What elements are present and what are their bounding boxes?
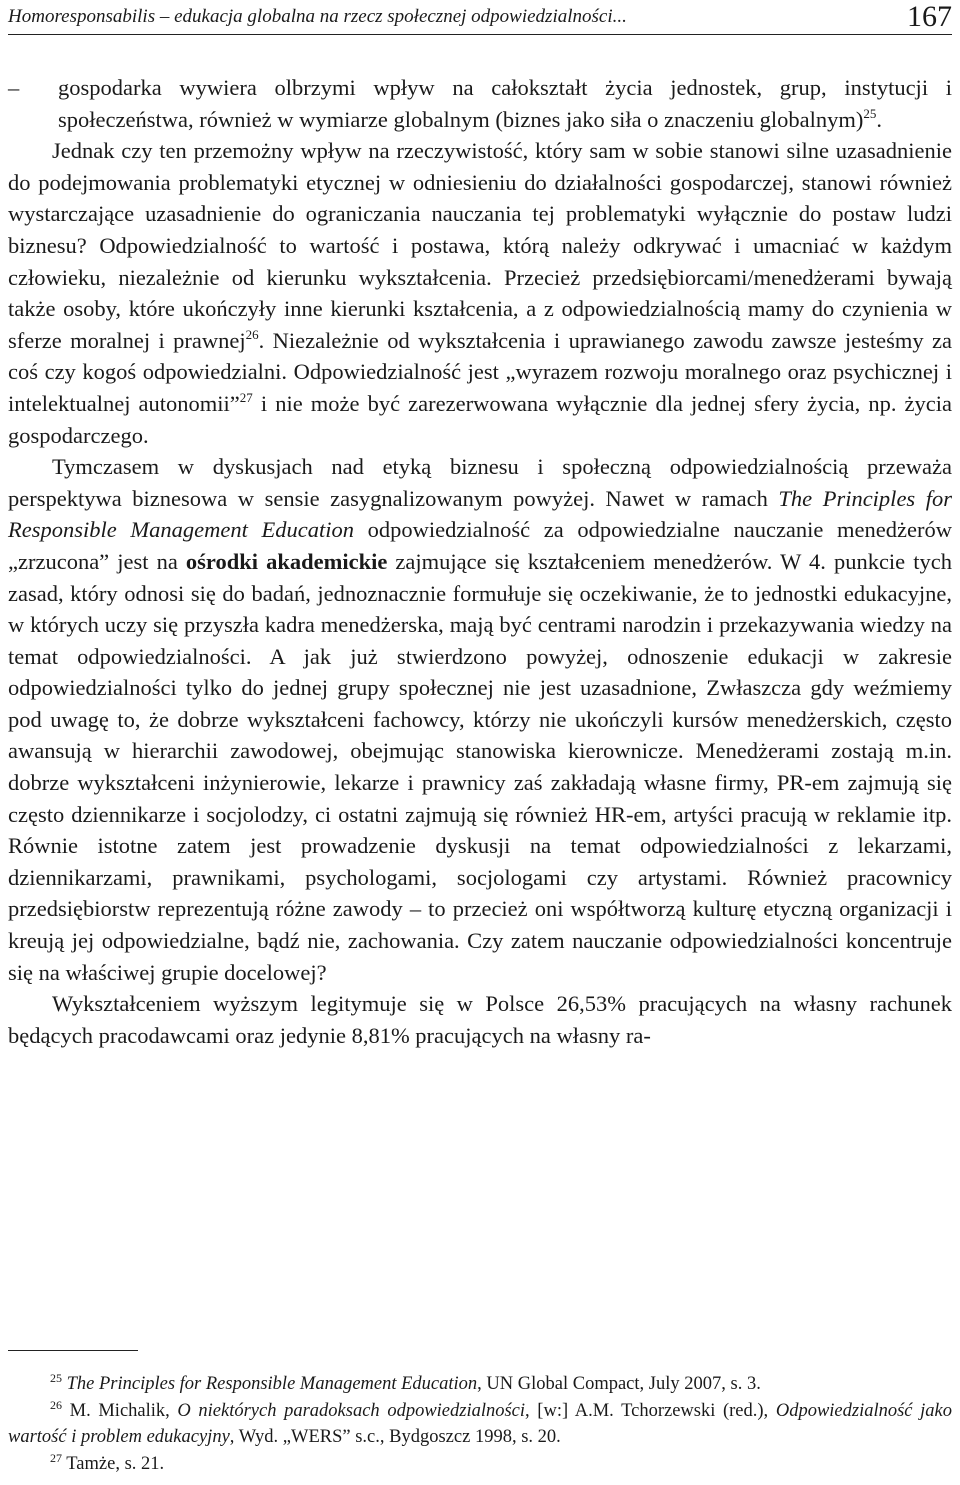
- footnote-ref-27[interactable]: 27: [239, 389, 253, 405]
- main-text: [8, 72, 952, 1051]
- footnote-26: $^{26}$ M. Michalik, O niektórych paradoksach odpowiedzialności, [w:] A.M. Tchorzewski (red.), Odpowiedzialność jako wartość i problem edukacyjny, Wyd. „WERS” s.c., Bydgoszcz 1998, s. 20.: [8, 1397, 953, 1448]
- page-number: 167: [907, 0, 952, 33]
- footnote-ref-26[interactable]: 26: [245, 326, 259, 342]
- paragraph-2: Tymczasem w dyskusjach nad etyką biznesu i społeczną odpowiedzialnością przeważa perspektywa biznesowa w sensie zasygnalizowanym powyżej. Nawet w ramach The Principles for Responsible Management Education odpowiedzialność za odpowiedzialne nauczanie menedżerów „zrzucona” jest na ośrodki akademickie zajmujące się kształceniem menedżerów. W 4. punkcie tych zasad, który odnosi się do badań, jednoznacznie formułuje się oczekiwanie, że to jednostki edukacyjne, w których uczy się przyszła kadra menedżerska, mają być centrami narodzin i przekazywania wiedzy na temat odpowiedzialności. A jak już stwierdzono powyżej, odnoszenie edukacji w zakresie odpowiedzialności tylko do jednej grupy społecznej nie jest uzasadnione, Zwłaszcza gdy weźmiemy pod uwagę to, że dobrze wykształceni fachowcy, którzy nie ukończyli kursów menedżerskich, często awansują w hierarchii zawodowej, obejmując stanowiska kierownicze. Menedżerami zostają m.in. dobrze wykształceni inżynierowie, lekarze i prawnicy zaś zakładają własne firmy, PR-em zajmują się często dziennikarze i socjolodzy, ci ostatni zajmują się również HR-em, artyści pracują w reklamie itp. Równie istotne zatem jest prowadzenie dyskusji na temat odpowiedzialności z lekarzami, dziennikarzami, prawnikami, psychologami, socjologami czy artystami. Również pracownicy przedsiębiorstw reprezentują różne zawody – to przecież oni współtworzą kulturę etyczną organizacji i kreują jej odpowiedzialne, bądź nie, zachowania. Czy zatem nauczanie odpowiedzialności koncentruje się na właściwej grupie docelowej?: [8, 454, 952, 985]
- footnotes: [8, 1371, 952, 1477]
- running-header: [8, 0, 952, 35]
- paragraph-3: Wykształceniem wyższym legitymuje się w Polsce 26,53% pracujących na własny rachunek będących pracodawcami oraz jedynie 8,81% pracujących na własny ra-: [8, 991, 952, 1048]
- footnote-25: $^{25}$ The Principles for Responsible Management Education, UN Global Compact, July 2007, s. 3.: [50, 1371, 761, 1394]
- bullet-text: gospodarka wywiera olbrzymi wpływ na całokształt życia jednostek, grup, instytucji i społeczeństwa, również w wymiarze globalnym (biznes jako siła o znaczeniu globalnym)$^{25}$.: [58, 75, 952, 132]
- paragraph-1: Jednak czy ten przemożny wpływ na rzeczywistość, który sam w sobie stanowi silne uzasadnienie do podejmowania problematyki etycznej w odniesieniu do działalności gospodarczej, stanowi również wystarczające uzasadnienie do ograniczania nauczania tej problematyki wyłącznie do postaw ludzi biznesu? Odpowiedzialność to wartość i postawa, którą należy odkrywać i umacniać w każdym człowieku, niezależnie od kierunku wykształcenia. Przecież przedsiębiorcami/menedżerami bywają także osoby, które ukończyły inne kierunki kształcenia, a z odpowiedzialnością mamy do czynienia w sferze moralnej i prawnej$^{26}$. Niezależnie od wykształcenia i uprawianego zawodu zawsze jesteśmy za coś czy kogoś odpowiedzialni. Odpowiedzialność jest „wyrazem rozwoju moralnego oraz psychicznej i intelektualnej autonomii”$^{27}$ i nie może być zarezerwowana wyłącznie dla jednej sfery życia, np. życia gospodarczego.: [8, 138, 953, 448]
- bullet-dash: –: [8, 75, 20, 100]
- footnote-ref-25[interactable]: 25: [863, 105, 877, 121]
- bullet-item: [8, 72, 952, 135]
- footnote-divider: [8, 1350, 138, 1351]
- running-header-title: Homoresponsabilis – edukacja globalna na rzecz społecznej odpowiedzialności...: [8, 6, 627, 27]
- bold-phrase: ośrodki akademickie: [185, 548, 388, 574]
- italic-title: The Principles for Responsible Management Education: [8, 485, 952, 543]
- footnote-27: $^{27}$ Tamże, s. 21.: [50, 1450, 165, 1474]
